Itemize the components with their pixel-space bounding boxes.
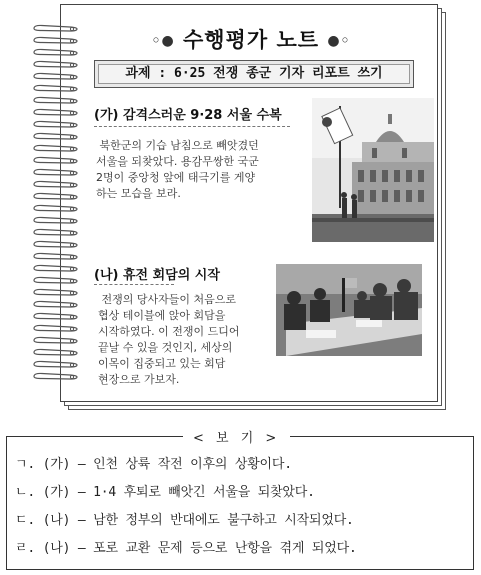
- spiral-ring: [30, 156, 80, 165]
- bogi-item-rieul[interactable]: ㄹ. (나) – 포로 교환 문제 등으로 난항을 겪게 되었다.: [15, 541, 357, 556]
- section-divider: [94, 284, 174, 285]
- spiral-ring: [30, 228, 80, 237]
- title-text: 수행평가 노트: [182, 28, 320, 52]
- spiral-ring: [30, 264, 80, 273]
- body-line: 이목이 집중되고 있는 회담: [98, 357, 226, 370]
- spiral-ring: [30, 336, 80, 345]
- bogi-item-digeut[interactable]: ㄷ. (나) – 남한 정부의 반대에도 불구하고 시작되었다.: [15, 513, 354, 528]
- spiral-ring: [30, 120, 80, 129]
- spiral-ring: [30, 324, 80, 333]
- spiral-ring: [30, 192, 80, 201]
- section-body-na: [98, 292, 298, 388]
- notebook: [10, 2, 480, 422]
- bogi-title: < 보 기 >: [183, 427, 290, 446]
- spiral-ring: [30, 180, 80, 189]
- spiral-ring: [30, 48, 80, 57]
- bogi-box: [6, 431, 474, 570]
- body-line: 현장으로 가보자.: [98, 373, 180, 386]
- spiral-ring: [30, 36, 80, 45]
- spiral-ring: [30, 204, 80, 213]
- bogi-list: [15, 451, 357, 563]
- spiral-ring: [30, 132, 80, 141]
- spiral-ring: [30, 84, 80, 93]
- body-line: 서울을 되찾았다. 용감무쌍한 국군: [96, 155, 259, 168]
- spiral-ring: [30, 108, 80, 117]
- spiral-ring: [30, 288, 80, 297]
- photo-seoul-flag-raising: [312, 98, 434, 242]
- body-line: 하는 모습을 보라.: [96, 187, 181, 200]
- body-line: 협상 테이블에 앉아 회담을: [98, 309, 226, 322]
- section-divider: [94, 126, 290, 127]
- spiral-ring: [30, 372, 80, 381]
- body-line: 끝날 수 있을 것인지, 세상의: [98, 341, 233, 354]
- spiral-ring: [30, 24, 80, 33]
- section-heading-na: (나) 휴전 회담의 시작: [94, 268, 220, 283]
- notebook-title: [80, 24, 422, 54]
- body-line: 북한군의 기습 남침으로 빼앗겼던: [96, 139, 259, 152]
- photo-armistice-talks: [276, 264, 422, 356]
- spiral-ring: [30, 300, 80, 309]
- building-photo-illustration: [312, 98, 434, 242]
- bogi-item-nieun[interactable]: ㄴ. (가) – 1·4 후퇴로 빼앗긴 서울을 되찾았다.: [15, 485, 315, 500]
- bogi-item-giyeok[interactable]: ㄱ. (가) – 인천 상륙 작전 이후의 상황이다.: [15, 457, 292, 472]
- spiral-ring: [30, 348, 80, 357]
- spiral-ring: [30, 168, 80, 177]
- subject-box: [94, 60, 414, 88]
- spiral-ring: [30, 360, 80, 369]
- spiral-ring: [30, 96, 80, 105]
- spiral-ring: [30, 252, 80, 261]
- meeting-photo-illustration: [276, 264, 422, 356]
- body-line: 시작하였다. 이 전쟁이 드디어: [98, 325, 240, 338]
- section-body-ga: [96, 138, 308, 202]
- spiral-binding: [30, 24, 82, 384]
- spiral-ring: [30, 240, 80, 249]
- spiral-ring: [30, 312, 80, 321]
- body-line: 전쟁의 당사자들이 처음으로: [98, 293, 237, 306]
- spiral-ring: [30, 72, 80, 81]
- section-heading-ga: (가) 감격스러운 9·28 서울 수복: [94, 108, 282, 123]
- spiral-ring: [30, 276, 80, 285]
- spiral-ring: [30, 144, 80, 153]
- spiral-ring: [30, 216, 80, 225]
- spiral-ring: [30, 60, 80, 69]
- subject-text: 과제 : 6·25 전쟁 종군 기자 리포트 쓰기: [98, 64, 410, 84]
- body-line: 2명이 중앙청 앞에 태극기를 게양: [96, 171, 256, 184]
- title-deco-left: ◦●: [151, 33, 175, 49]
- title-deco-right: ●◦: [327, 33, 351, 49]
